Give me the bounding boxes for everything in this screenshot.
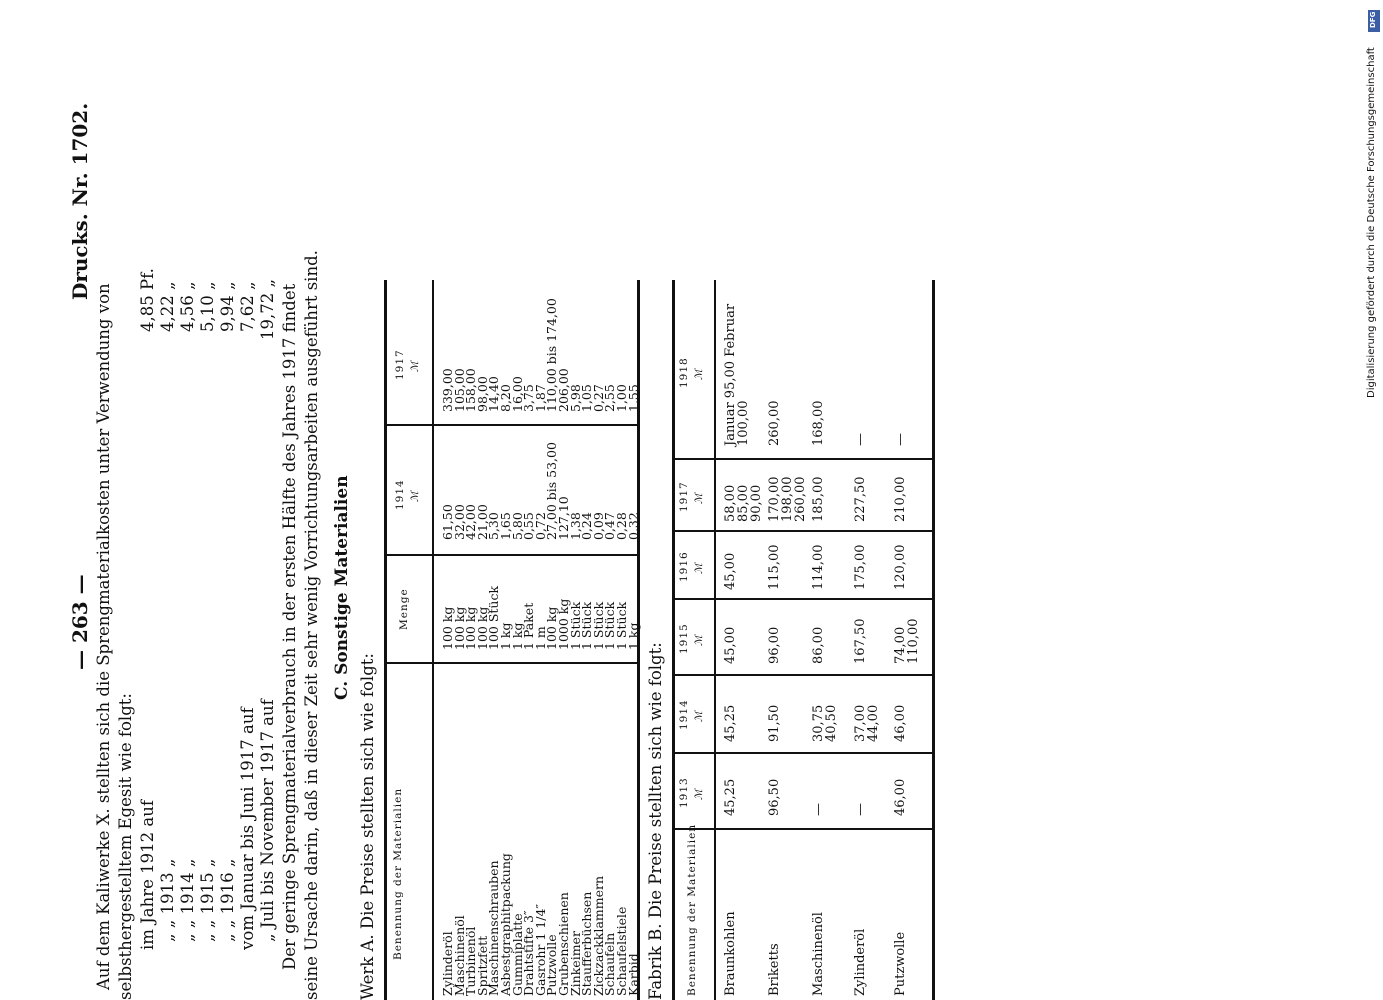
column-header-1914: 1914 — [678, 699, 690, 730]
unit-mark: ℳ — [694, 563, 705, 574]
werk-a-cell-v1917: 105,00 — [451, 368, 467, 412]
column-header-1913: 1913 — [678, 777, 690, 808]
fabrik-b-cell-v1916: 175,00 — [853, 544, 868, 590]
fabrik-b-cell-v1917: 210,00 — [893, 476, 908, 522]
fabrik-b-cell-v1918: 260,00 — [767, 400, 782, 446]
werk-a-cell-v1917: 14,40 — [486, 376, 502, 412]
werk-a-cell-menge: 1 Stück — [590, 601, 606, 650]
cost-value: 4,56 „ — [178, 281, 197, 332]
fabrik-b-cell-v1915: 96,00 — [767, 626, 782, 664]
werk-a-cell-menge: 100 kg — [463, 606, 479, 650]
werk-a-cell-v1917: 2,55 — [602, 384, 618, 412]
cost-value: 4,22 „ — [158, 281, 177, 332]
werk-a-cell-v1914: 42,00 — [463, 504, 479, 540]
fabrik-b-cell-v1913: 46,00 — [893, 778, 908, 816]
werk-a-cell-name: Gasrohr 1 1/4″ — [532, 903, 548, 996]
fabrik-b-cell-v1913: — — [811, 803, 826, 816]
fabrik-b-cell-v1918: — — [893, 433, 908, 446]
werk-a-cell-name: Spritzfett — [474, 935, 490, 996]
fabrik-b-cell-name: Putzwolle — [893, 931, 908, 996]
fabrik-b-cell-v1916: 114,00 — [811, 544, 826, 590]
document-page — [60, 0, 921, 1000]
werk-a-cell-v1917: 206,00 — [556, 368, 571, 412]
werk-a-cell-name: Asbestgraphitpackung — [498, 853, 513, 996]
werk-a-cell-name: Maschinenschrauben — [486, 860, 502, 996]
werk-a-cell-name: Turbinenöl — [463, 926, 479, 996]
column-header-1918: 1918 — [678, 357, 690, 388]
cost-value: 7,62 „ — [238, 281, 257, 332]
dfg-logo-text: DFG — [1369, 11, 1377, 28]
werk-a-cell-menge: 1 Stück — [614, 601, 629, 650]
unit-mark: ℳ — [410, 491, 421, 502]
cost-label: „ „ 1913 „ — [158, 858, 177, 942]
werk-a-cell-menge: 1 Stück — [602, 601, 618, 650]
cost-label: „ „ 1916 „ — [218, 858, 237, 942]
fabrik-b-cell-name: Braunkohlen — [723, 911, 738, 996]
fabrik-b-intro: Fabrik B. Die Preise stellten sich wie folgt: — [646, 642, 665, 1000]
werk-a-cell-v1917: 1,00 — [614, 384, 629, 412]
werk-a-cell-v1914: 27,00 bis 53,00 — [544, 442, 560, 540]
werk-a-cell-name: Zinkeimer — [567, 931, 583, 996]
werk-a-cell-v1914: 0,47 — [602, 512, 618, 540]
fabrik-b-cell-v1916: 115,00 — [767, 544, 782, 590]
fabrik-b-cell-v1914: 45,25 — [723, 704, 738, 742]
werk-a-cell-name: Schaufelstiele — [614, 906, 629, 996]
werk-a-cell-name: Maschinenöl — [451, 915, 467, 996]
werk-a-cell-v1917: 98,00 — [474, 376, 490, 412]
document-title: Drucks. Nr. 1702. — [68, 102, 92, 300]
fabrik-b-cell-v1914: 37,00 44,00 — [853, 704, 881, 742]
werk-a-cell-v1917: 339,00 — [440, 368, 455, 412]
unit-mark: ℳ — [694, 635, 705, 646]
paragraph-line-1: Der geringe Sprengmaterialverbrauch in der ersten Hälfte des Jahres 1917 findet — [280, 283, 299, 970]
unit-mark: ℳ — [694, 493, 705, 504]
werk-a-cell-name: Staufferbüchsen — [579, 891, 595, 996]
werk-a-cell-menge: 100 Stück — [486, 585, 502, 650]
cost-label: „ „ 1914 „ — [178, 858, 197, 942]
fabrik-b-cell-v1915: 45,00 — [723, 626, 738, 664]
cost-label: im Jahre 1912 auf — [138, 800, 157, 950]
werk-a-cell-menge: 100 kg — [474, 606, 490, 650]
werk-a-cell-menge: 1 Stück — [579, 601, 595, 650]
column-header-menge: Menge — [398, 588, 410, 630]
fabrik-b-cell-v1913: 96,50 — [767, 778, 782, 816]
werk-a-cell-v1917: 8,20 — [498, 384, 513, 412]
werk-a-cell-name: Zickzackklammern — [590, 875, 606, 996]
fabrik-b-cell-v1915: 74,00 110,00 — [893, 618, 921, 664]
column-header-1917: 1917 — [678, 481, 690, 512]
side-note-text: Digitalisierung gefördert durch die Deutsche Forschungsgemeinschaft — [1366, 47, 1377, 398]
unit-mark: ℳ — [410, 361, 421, 372]
werk-a-cell-name: Zylinderöl — [440, 931, 455, 996]
werk-a-cell-v1914: 0,55 — [521, 512, 537, 540]
column-header-1916: 1916 — [678, 551, 690, 582]
paragraph-line-2: seine Ursache darin, daß in dieser Zeit sehr wenig Vorrichtungsarbeiten ausgeführt sind. — [302, 250, 321, 1000]
column-header-1915: 1915 — [678, 623, 690, 654]
werk-a-cell-menge: 100 kg — [451, 606, 467, 650]
werk-a-cell-name: Karbid — [625, 953, 641, 996]
werk-a-cell-v1914: 21,00 — [474, 504, 490, 540]
werk-a-cell-menge: 100 kg — [440, 606, 455, 650]
fabrik-b-cell-v1917: 227,50 — [853, 476, 868, 522]
werk-a-cell-v1914: 0,28 — [614, 512, 629, 540]
fabrik-b-cell-v1915: 167,50 — [853, 618, 868, 664]
werk-a-cell-v1917: 110,00 bis 174,00 — [544, 298, 560, 412]
fabrik-b-cell-name: Zylinderöl — [853, 928, 868, 996]
section-heading: C. Sonstige Materialien — [332, 475, 352, 700]
unit-mark: ℳ — [694, 369, 705, 380]
column-header-1914: 1914 — [394, 479, 406, 510]
werk-a-cell-v1914: 0,09 — [590, 512, 606, 540]
werk-a-cell-v1917: 158,00 — [463, 368, 479, 412]
werk-a-cell-name: Drahtstifte 3″ — [521, 910, 537, 996]
unit-mark: ℳ — [694, 711, 705, 722]
cost-label: „ Juli bis November 1917 auf — [258, 699, 277, 942]
fabrik-b-cell-v1918: 168,00 — [811, 400, 826, 446]
fabrik-b-table — [672, 280, 936, 1000]
werk-a-cell-menge: 1 Paket — [521, 602, 537, 650]
werk-a-cell-v1914: 1,65 — [498, 512, 513, 540]
werk-a-cell-menge: 1 m — [532, 626, 548, 650]
fabrik-b-cell-v1917: 185,00 — [811, 476, 826, 522]
fabrik-b-cell-v1913: — — [853, 803, 868, 816]
werk-a-cell-menge: 1 Stück — [567, 601, 583, 650]
fabrik-b-cell-v1918: — — [853, 433, 868, 446]
werk-a-cell-name: Gummiplatte — [509, 913, 525, 996]
werk-a-cell-menge: 1000 kg — [556, 598, 571, 650]
fabrik-b-cell-v1917: 58,00 85,00 90,00 — [723, 484, 764, 522]
fabrik-b-cell-v1913: 45,25 — [723, 778, 738, 816]
fabrik-b-cell-v1917: 170,00 198,00 260,00 — [767, 476, 808, 522]
intro-line-1: Auf dem Kaliwerke X. stellten sich die Sprengmaterialkosten unter Verwendung von — [94, 283, 113, 990]
werk-a-cell-v1917: 16,00 — [509, 376, 525, 412]
unit-mark: ℳ — [694, 789, 705, 800]
fabrik-b-cell-v1916: 45,00 — [723, 552, 738, 590]
werk-a-cell-v1914: 0,32 — [625, 512, 641, 540]
fabrik-b-cell-name: Briketts — [767, 943, 782, 996]
werk-a-cell-menge: 1 kg — [498, 622, 513, 650]
fabrik-b-cell-v1914: 46,00 — [893, 704, 908, 742]
werk-a-intro: Werk A. Die Preise stellten sich wie folgt: — [358, 653, 377, 1000]
werk-a-cell-v1914: 61,50 — [440, 504, 455, 540]
fabrik-b-cell-v1914: 30,75 40,50 — [811, 704, 839, 742]
werk-a-cell-v1917: 3,75 — [521, 384, 537, 412]
cost-value: 19,72 „ — [258, 278, 277, 340]
werk-a-cell-v1914: 5,80 — [509, 512, 525, 540]
side-note — [1366, 6, 1380, 990]
werk-a-cell-menge: 100 kg — [544, 606, 560, 650]
werk-a-table — [384, 280, 641, 1000]
cost-label: vom Januar bis Juni 1917 auf — [238, 707, 257, 950]
page-number: — 263 — — [68, 574, 92, 670]
fabrik-b-cell-v1914: 91,50 — [767, 704, 782, 742]
cost-value: 4,85 Pf. — [138, 268, 157, 332]
fabrik-b-cell-v1918: Januar 95,00 Februar 100,00 — [723, 303, 751, 446]
cost-value: 5,10 „ — [198, 281, 217, 332]
intro-line-2: selbsthergestelltem Egesit wie folgt: — [116, 693, 135, 1000]
werk-a-cell-v1914: 32,00 — [451, 504, 467, 540]
fabrik-b-cell-name: Maschinenöl — [811, 912, 826, 996]
werk-a-cell-name: Putzwolle — [544, 934, 560, 996]
werk-a-cell-name: Grubenschienen — [556, 892, 571, 996]
werk-a-cell-v1914: 0,24 — [579, 512, 595, 540]
fabrik-b-cell-v1915: 86,00 — [811, 626, 826, 664]
cost-label: „ „ 1915 „ — [198, 858, 217, 942]
werk-a-cell-v1914: 5,30 — [486, 512, 502, 540]
werk-a-cell-v1917: 0,27 — [590, 384, 606, 412]
column-header-1917: 1917 — [394, 349, 406, 380]
werk-a-cell-v1917: 5,98 — [567, 384, 583, 412]
werk-a-cell-v1917: 1,87 — [532, 384, 548, 412]
column-header-name: Benennung der Materialien — [392, 787, 404, 960]
werk-a-cell-v1914: 0,72 — [532, 512, 548, 540]
werk-a-cell-menge: 1 kg — [625, 622, 641, 650]
rotated-page-content — [60, 0, 921, 1000]
werk-a-cell-v1917: 1,05 — [579, 384, 595, 412]
werk-a-cell-name: Schaufeln — [602, 932, 618, 996]
cost-value: 9,94 „ — [218, 281, 237, 332]
column-header-name: Benennung der Materialien — [686, 823, 698, 996]
werk-a-cell-menge: 1 kg — [509, 622, 525, 650]
fabrik-b-cell-v1916: 120,00 — [893, 544, 908, 590]
werk-a-cell-v1914: 127,10 — [556, 496, 571, 540]
werk-a-cell-v1917: 1,55 — [625, 384, 641, 412]
werk-a-cell-v1914: 1,38 — [567, 512, 583, 540]
